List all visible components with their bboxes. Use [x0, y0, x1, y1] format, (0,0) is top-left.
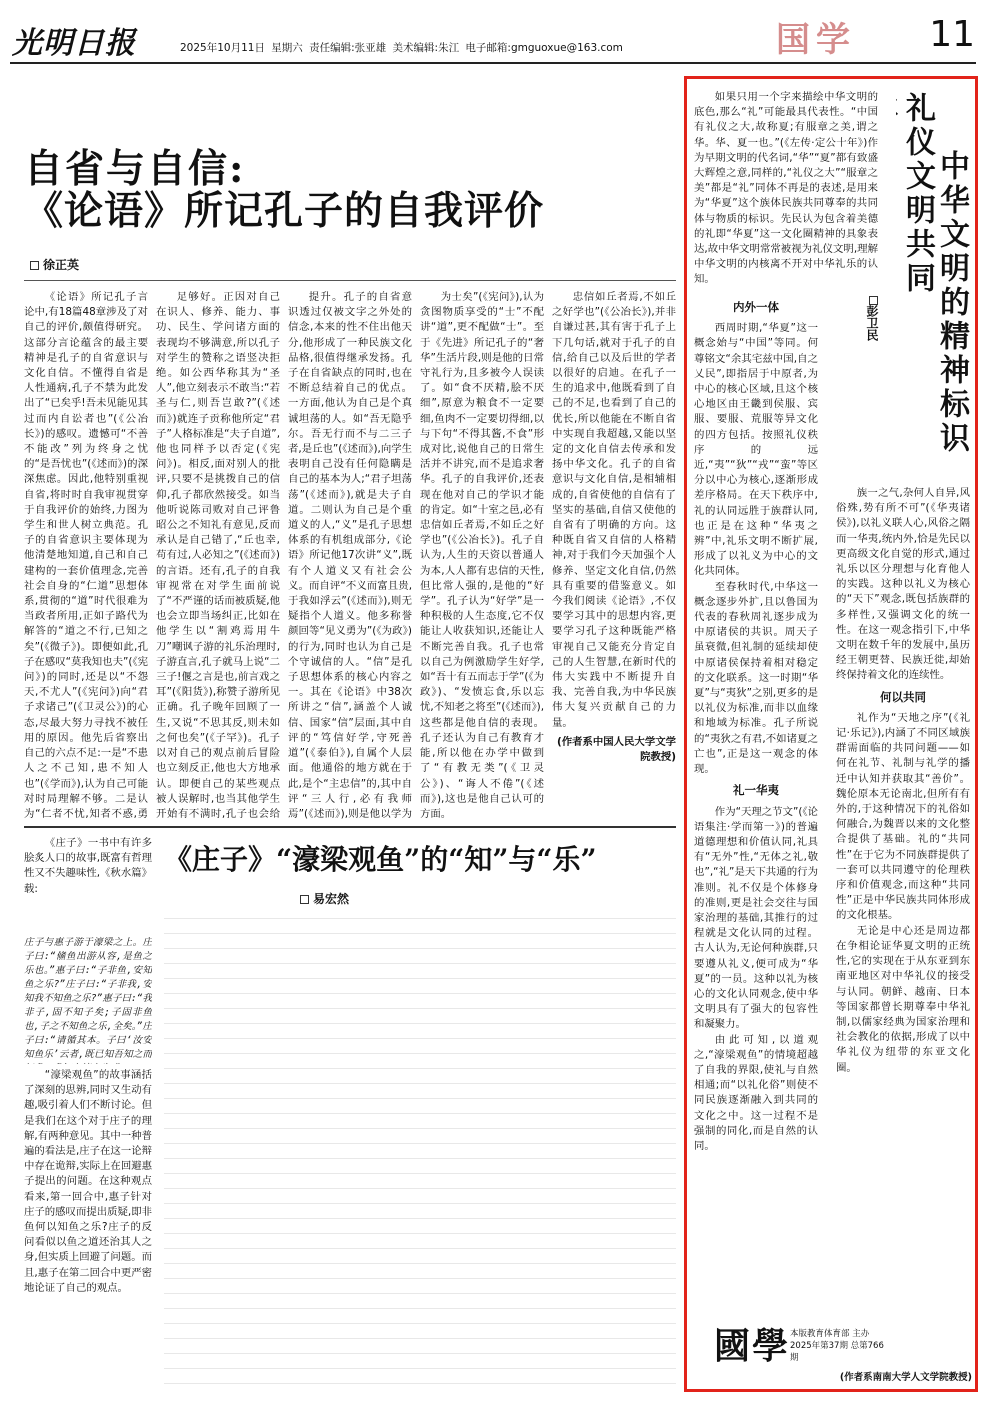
article1-byline	[30, 256, 150, 273]
issue-date: 2025年10月11日	[180, 42, 265, 54]
article1-col1: 《论语》所记孔子言论中,有18篇48章涉及了对自己的评价,颇值得研究。这部分言论蕴含的最主要精神是孔子的自省意识与文化自信。不懂得自省是人性通病,孔子不禁为此发出了“已矣乎!吾未见能见其过而内自讼者也”(《公冶长》)的感叹。遗憾可“不善不能改”列为终身之忧的“是吾忧也”(《述而》)的深深焦虑。因此,他特别重视自省,将时时自我审视贯穿于自我评价的始终,力图为学生和世人树立典范。孔子的自省意识主要体现为他清楚地知道,自己和自己建构的一套价值理念,完善社会自身的“仁道”思想体系,贯彻的“道”时代很难为当政者所用,正如子路代为解答的“道之不行,已知之矣”(《微子》)。即便如此,孔子在感叹“莫我知也夫”(《宪问》)的同时,还是以“不怨天,不尤人”(《宪问》)向“君子求诸己”(《卫灵公》)的心态,尽最大努力寻找不被任用的原因。他先后省察出自己的六点不足:一是“不患人之不己知,患不知人也”(《学而》),认为自己可能对时局理解不够。二是认为“仁者不忧,知者不惑,勇	[24, 291, 148, 820]
article1-rule	[24, 280, 676, 281]
article3-intro: 如果只用一个字来描绘中华文明的底色,那么“礼”可能最具代表性。“中国有礼仪之大,故称夏;有服章之美,谓之华。华、夏一也。”(《左传·定公十年》)作为早期文明的代名词,“华”“夏”都有致盛大辉煌之意,同样的,“礼仪之大”“服章之美”都是“礼”同体不再是的表述,是用来为“华夏”这个族体民族共同尊奉的共同体与物质的标识。先民认为包含着美德的礼即“华夏”这一文化圈精神的具象表达,故中华文明常常被视为礼仪文明,理解中华文明的内核离不开对中华礼乐的认知。	[694, 91, 878, 286]
article3-affiliation: (作者系南南大学人文学院教授)	[839, 1372, 972, 1383]
article1-title-line2: 《论语》所记孔子的自我评价	[24, 188, 545, 234]
art-editor: 美术编辑:朱江	[392, 42, 460, 54]
article1-title-line1: 自省与自信:	[24, 146, 246, 192]
article3-right-para-3: 无论是中心还是周边都在争相论证华夏文明的正统性,它的实现在于从东亚到东南亚地区对中华礼仪的接受与认同。朝鲜、越南、日本等国家都曾长期尊奉中华礼制,以儒家经典为国家治理和社会教化的依据,形成了以中华礼仪为纽带的东亚文化圈。	[836, 924, 970, 1074]
article3-col-left	[694, 294, 818, 1314]
masthead-meta	[180, 40, 623, 55]
article3-right-para-1: 族一之气,杂何人自异,风俗殊,势有所不可”(《华夷诸侯》),以礼义联人心,风俗之隔而一华夷,统内外,恰是先民以更高级文化自觉的形式,通过礼乐以区分理想与化育他人的实践。这种以礼义为核心的“天下”观念,既包括族群的多样性,又强调文化的统一性。在这一观念指引下,中华文明在数千年的发展中,虽历经王朝更替、民族迁徙,却始终保持着文化的连续性。	[836, 487, 970, 682]
article1-col2: 足够好。正因对自己在识人、修养、能力、事功、民生、学问诸方面的表现均不够满意,所以孔子对学生的赞称之语竖决拒绝。如公西华称其为“圣人”,他立刻表示不敢当:“若圣与仁,则吾岂敢?”(《述而》)就连子贡称他所定“君子”人格标准是“夫子自道”,他也同样予以否定(《宪问》)。相反,面对别人的批评,只要不是挑拨自己的信仰,孔子都欣然接受。如当他听说陈司败对自己评鲁昭公之不知礼有意见,反而承认是自己错了,“丘也幸,苟有过,人必知之”(《述而》)的言语。还有,孔子的自我审视常在对学生面前说了“不严谨的话而被质疑,他也会立即当场纠正,比如在他学生以“割鸡焉用牛刀”嘲讽子游的礼乐治理时,子游直言,孔子就马上说“二三子!偃之言是也,前言戏之耳”(《阳货》),称赞子游所见正确。孔子晚年回顾了一生,又说“不思其反,则未如之何也矣”(《子罕》)。孔子以对自己的观点前后冒险也立刻反正,他也大方地承认。即便自己的某些观点被人误解时,也当其他学生开始有不满时,孔子也会给	[156, 291, 280, 820]
page-number: 11	[929, 14, 975, 55]
newspaper-logo: 光明日报	[12, 26, 136, 58]
article1-col5-text: 忠信如丘者焉,不如丘之好学也”(《公冶长》),并非自谦过甚,其有害于孔子上下几句话,就对于孔子的自信,给自己以及后世的学者以很好的启迪。在孔子一生的追求中,他既看到了自己的不足,也看到了自己的优长,所以他能在不断自省中实现自我超越,又能以坚定的文化自信去传承和发扬中华文化。孔子的自省意识与文化自信,是相辅相成的,自省使他的自信有了坚实的基础,自信又使他的自省有了明确的方向。这种既自省又自信的人格精神,对于我们今天加强个人修养、坚定文化自信,仍然具有重要的借鉴意义。如今我们阅读《论语》,不仅要学习其中的思想内容,更要学习孔子这种既能严格审视自己又能充分肯定自己的人生智慧,在新时代的伟大实践中不断提升自我、完善自我,为中华民族伟大复兴贡献自己的力量。	[552, 291, 676, 729]
article-divider	[24, 826, 676, 828]
masthead-rule	[10, 62, 976, 64]
article3-para-4: 由此可知,以道观之,“濠梁观鱼”的情境超越了自我的界限,使礼与自然相通;而“以礼化俗”则使不同民族逐渐融入到共同的文化之中。这一过程不是强制的同化,而是自然的认同。	[694, 1033, 818, 1152]
article1-col3: 提升。孔子的自省意识透过仅被文字之外处的信念,本来的性不住出他天分,他形成了一种民族文化品格,很值得继承发扬。孔子在自省缺点的同时,也在不断总结着自己的优点。一方面,他认为自己是个真诚坦荡的人。如“吾无隐乎尔。吾无行而不与二三子者,是丘也”(《述而》),向学生表明自己没有任何隐瞒是自己的基本为人;“君子坦荡荡”(《述而》),就是夫子自道。二则认为自己是个重道义的人,“义”是孔子思想体系的有机组成部分,《论语》所记他17次讲“义”,既有个人道义又有社会公义。而自评“不义而富且贵,于我如浮云”(《述而》),则无疑指个人道义。他多称誉颜回等“见义勇为”(《为政》)的行为,同时也认为自己是个守诚信的人。“信”是孔子思想体系的核心内容之一。其在《论语》中38次所讲之“信”,涵盖个人诚信、国家“信”层面,其中自评的“笃信好学,守死善道”(《泰伯》),自属个人层面。他通俗的地方就在于此,是个“主忠信”的,其中自评“三人行,必有我师焉”(《述而》),则是他以学为	[288, 291, 412, 820]
article3-para-3: 作为“天理之节文”(《论语集注·学而第一》)的普遍道德理想和价值认同,礼具有“无外”性,“无体之礼,敬也”,“礼”是天下共通的行为准则。礼不仅是个体修身的准则,更是社会交往与国家治理的基础,其推行的过程就是文化认同的过程。古人认为,无论何种族群,只要遵从礼义,便可成为“华夏”的一员。这种以礼为核心的文化认同观念,使中华文明具有了强大的包容性和凝聚力。	[694, 805, 818, 1031]
article3-right-para-2: 礼作为“天地之序”(《礼记·乐记》),内涵了不同区域族群需面临的共同问题——如何在礼节、礼制与礼学的播迁中认知并获取其“善价”。魏伦原本无论南北,但所有有外的,于这种情况下的礼俗如何融合,为魏晋以来的文化整合提供了基础。礼的“共同性”在于它为不同族群提供了一套可以共同遵守的伦理秩序和价值观念,而这种“共同性”正是中华民族共同体形成的文化根基。	[836, 711, 970, 922]
editor-email: 电子邮箱:gmguoxue@163.com	[465, 42, 623, 54]
article3-author: 彭卫民	[865, 305, 879, 341]
responsible-editor: 责任编辑:张亚雄	[309, 42, 387, 54]
article2-body-continuation	[164, 912, 676, 1392]
article3-subheading-3: 何以共同	[880, 689, 926, 704]
byline-box-icon	[30, 261, 39, 270]
article3-title-part2: 中华文明的精神标识	[934, 150, 969, 456]
article1-affiliation: (作者系中国人民大学文学院教授)	[556, 735, 676, 764]
seal-info	[790, 1328, 890, 1364]
article3-para-2: 至春秋时代,中华这一概念逐步外扩,且以鲁国为代表的春秋周礼逐步成为中原诸侯的共识。周天子虽衰微,但礼制的延续却使中原诸侯保持着相对稳定的文化联系。这一时期“华夏”与“夷狄”之别,更多的是以礼仪为标准,而非以血缘和地域为标准。孔子所说的“夷狄之有君,不如诸夏之亡也”,正是这一观念的体现。	[694, 580, 818, 776]
article2-author: 易宏然	[313, 892, 350, 906]
byline-box-icon	[869, 296, 878, 305]
byline-box-icon	[300, 895, 309, 904]
section-name: 国学	[776, 20, 856, 60]
article2-intro: 《庄子》一书中有许多脍炙人口的故事,既富有哲理性又不失趣味性,《秋水篇》载:	[24, 837, 152, 895]
article3-subheading-1: 内外一体	[733, 300, 779, 314]
masthead	[12, 18, 652, 58]
article2-col1: “濠梁观鱼”的故事涵括了深刻的思辨,同时又生动有趣,吸引着人们不断讨论。但是我们在这个对于庄子的理解,有两种意见。其中一种普遍的看法是,庄子在这一论辩中存在诡辩,实际上在回避惠子提出的问题。在这种观点看来,第一回合中,惠子针对庄子的感叹而提出质疑,即非鱼何以知鱼之乐?庄子的反问看似以鱼之道还治其人之身,但实质上回避了问题。而且,惠子在第二回合中更严密地论证了自己的观点。	[24, 1069, 152, 1294]
issue-weekday: 星期六	[271, 42, 303, 54]
guoxue-seal-logo: 國學	[713, 1325, 790, 1367]
article3-para-1: 西周时期,“华夏”这一概念始与“中国”等同。何尊铭文“余其宅兹中国,自之乂民”,即指居于中原者,为中心的核心区域,且这个核心地区由王畿到侯服、宾服、要服、荒服等异文化的四方包括。按照礼仪秩序的远近,“夷”“狄”“戎”“蛮”等区分以中心为核心,逐渐形成差序格局。在天下秩序中,礼的认同远胜于族群认同,也正是在这种“华夷之辨”中,礼乐文明不断扩展,形成了以礼义为中心的文化共同体。	[694, 322, 818, 578]
article2-quote: 庄子与惠子游于濠梁之上。庄子曰:“鯈鱼出游从容,是鱼之乐也。”惠子曰:“子非鱼,安知鱼之乐?”庄子曰:“子非我,安知我不知鱼之乐?”惠子曰:“我非子,固不知子矣;子固非鱼也,子之不知鱼之乐,全矣。”庄子曰:“请循其本。子曰‘汝安知鱼乐’云者,既已知吾知之而	[24, 937, 152, 1060]
seal-issue: 2025年第37期 总第766期	[790, 1341, 884, 1363]
article1-col4: 为士矣”(《宪问》),认为贪图物质享受的“士”不配讲“道”,更不配做“士”。至于《先进》所记孔子的“奢华”生活片段,则是他的日常守礼行为,且多被今人误读了。如“食不厌精,脍不厌细”,原意为粮食不一定要细,鱼肉不一定要切得细,以与下句“不得其酱,不食”形成对比,说他自己的日常生活并不讲究,而不是追求奢华。孔子的自我评价,还表现在他对自己的学识才能的肯定。如“十室之邑,必有忠信如丘者焉,不如丘之好学也”(《公冶长》)。孔子自认为,人生的天资以普通人为本,人人都有忠信的天性,但比常人强的,是他的“好学”。孔子认为“好学”是一种积极的人生态度,它不仅能让人收获知识,还能让人不断完善自我。孔子也常以自己为例激励学生好学,如“吾十有五而志于学”(《为政》)、“发愤忘食,乐以忘忧,不知老之将至”(《述而》),这些都是他自信的表现。孔子还认为自己有教育才能,所以他在办学中做到了“有教无类”(《卫灵公》)、“诲人不倦”(《述而》),这也是他自己认可的方面。	[420, 291, 544, 820]
article3-col-right	[836, 486, 970, 1310]
article1-author: 徐正英	[43, 258, 80, 272]
article2-byline	[300, 890, 420, 907]
article1-col5	[552, 290, 676, 822]
article2-title: 《庄子》“濠梁观鱼”的“知”与“乐”	[164, 843, 597, 876]
article3-title-part1: 礼仪文明共同	[900, 92, 935, 296]
article3-byline	[822, 296, 882, 376]
seal-host: 本版教育体育部 主办	[790, 1329, 870, 1339]
article3-subheading-2: 礼一华夷	[733, 783, 779, 798]
